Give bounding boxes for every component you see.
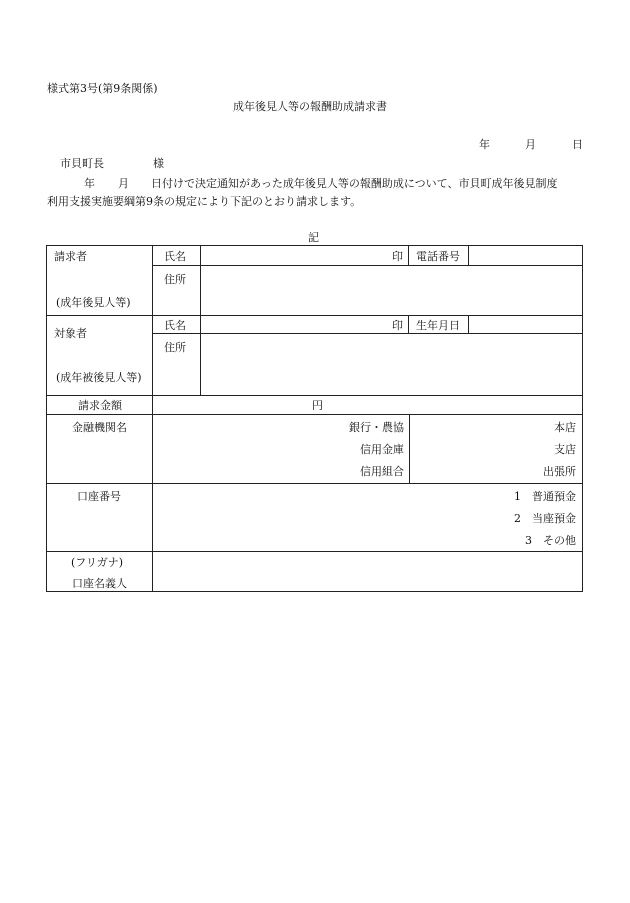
date-month: 月 xyxy=(525,138,536,151)
account-type-other: 3 その他 xyxy=(525,534,576,547)
bank-label: 金融機関名 xyxy=(72,421,127,434)
applicant-name-label: 氏名 xyxy=(164,250,186,263)
subject-address-label: 住所 xyxy=(164,341,186,354)
applicant-phone-field[interactable] xyxy=(469,246,583,265)
subject-address-field[interactable] xyxy=(201,334,583,395)
addressee-honorific: 様 xyxy=(153,157,164,170)
document-title: 成年後見人等の報酬助成請求書 xyxy=(233,100,387,113)
holder-name-field[interactable] xyxy=(153,552,583,592)
account-type-ordinary: 1 普通預金 xyxy=(514,490,576,503)
applicant-address-field[interactable] xyxy=(201,266,583,315)
subject-sub-label: (成年被後見人等) xyxy=(56,371,142,384)
applicant-phone-label: 電話番号 xyxy=(416,250,460,263)
subject-birth-field[interactable] xyxy=(469,315,583,333)
date-year: 年 xyxy=(479,138,490,151)
amount-field[interactable] xyxy=(153,396,583,414)
intro-line1-text: 日付けで決定通知があった成年後見人等の報酬助成について、市貝町成年後見制度 xyxy=(151,177,558,190)
table-line xyxy=(47,414,583,415)
ki-heading: 記 xyxy=(308,231,319,244)
account-label: 口座番号 xyxy=(77,490,121,503)
branch-type-2: 支店 xyxy=(554,443,576,456)
branch-type-3: 出張所 xyxy=(543,465,576,478)
branch-type-1: 本店 xyxy=(554,421,576,434)
holder-furigana-label: (フリガナ) xyxy=(71,556,124,569)
amount-unit: 円 xyxy=(312,399,323,412)
subject-label: 対象者 xyxy=(54,327,87,340)
table-line xyxy=(408,315,409,333)
table-line xyxy=(409,414,410,483)
subject-name-label: 氏名 xyxy=(164,319,186,332)
request-form-table xyxy=(46,245,583,592)
applicant-seal: 印 xyxy=(392,250,403,263)
applicant-name-field[interactable] xyxy=(201,246,407,265)
applicant-sub-label: (成年後見人等) xyxy=(56,296,131,309)
subject-name-field[interactable] xyxy=(201,315,407,333)
subject-birth-label: 生年月日 xyxy=(416,319,460,332)
intro-line2-text: 利用支援実施要綱第9条の規定により下記のとおり請求します。 xyxy=(47,195,362,208)
account-type-checking: 2 当座預金 xyxy=(514,512,576,525)
table-line xyxy=(408,246,409,265)
bank-type-3: 信用組合 xyxy=(360,465,404,478)
intro-year: 年 xyxy=(84,177,95,190)
applicant-address-label: 住所 xyxy=(164,273,186,286)
subject-seal: 印 xyxy=(392,319,403,332)
holder-label: 口座名義人 xyxy=(72,577,127,590)
bank-type-2: 信用金庫 xyxy=(360,443,404,456)
bank-type-1: 銀行・農協 xyxy=(349,421,404,434)
date-day: 日 xyxy=(572,138,583,151)
account-number-field[interactable] xyxy=(153,484,453,551)
intro-month: 月 xyxy=(118,177,129,190)
form-number: 様式第3号(第9条関係) xyxy=(47,82,158,95)
addressee-name: 市貝町長 xyxy=(60,157,104,170)
amount-label: 請求金額 xyxy=(78,399,122,412)
applicant-label: 請求者 xyxy=(54,250,87,263)
